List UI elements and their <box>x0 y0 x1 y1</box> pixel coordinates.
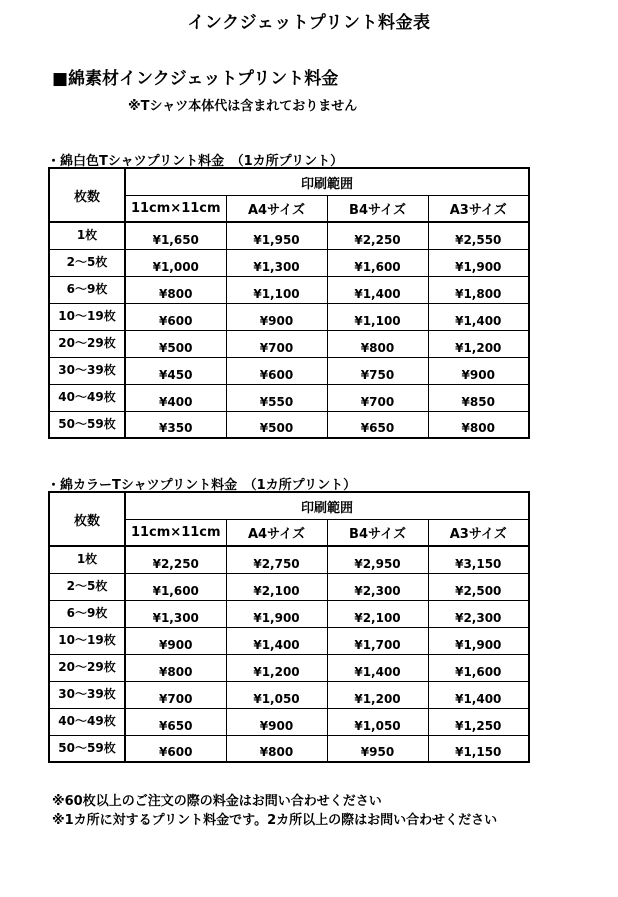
price-cell: ¥1,900 <box>226 600 327 627</box>
price-cell: ¥1,200 <box>226 654 327 681</box>
price-cell: ¥950 <box>327 735 428 762</box>
table-row <box>49 600 529 627</box>
table-row <box>49 411 529 438</box>
table-row <box>49 330 529 357</box>
price-cell: ¥2,250 <box>327 222 428 249</box>
table-row <box>49 546 529 573</box>
size-header-11cm: 11cm×11cm <box>125 196 226 223</box>
qty-cell: 40～49枚 <box>49 384 125 411</box>
qty-cell: 1枚 <box>49 546 125 573</box>
price-cell: ¥2,100 <box>226 573 327 600</box>
price-cell: ¥1,300 <box>226 249 327 276</box>
price-cell: ¥450 <box>125 357 226 384</box>
price-cell: ¥400 <box>125 384 226 411</box>
table-row <box>49 708 529 735</box>
qty-cell: 6～9枚 <box>49 276 125 303</box>
size-header-a3: A3サイズ <box>428 196 529 223</box>
price-cell: ¥2,100 <box>327 600 428 627</box>
footnote-per-location: ※1カ所に対するプリント料金です。2カ所以上の際はお問い合わせください <box>52 813 498 828</box>
table-row <box>49 627 529 654</box>
price-cell: ¥900 <box>428 357 529 384</box>
color-tshirt-price-table <box>48 491 530 763</box>
price-cell: ¥600 <box>125 735 226 762</box>
table-row <box>49 735 529 762</box>
white-tshirt-price-table <box>48 167 530 439</box>
qty-cell: 40～49枚 <box>49 708 125 735</box>
price-cell: ¥700 <box>327 384 428 411</box>
price-cell: ¥2,500 <box>428 573 529 600</box>
print-range-header: 印刷範囲 <box>125 492 529 520</box>
price-cell: ¥1,800 <box>428 276 529 303</box>
table-row <box>49 384 529 411</box>
qty-column-header: 枚数 <box>49 168 125 222</box>
price-cell: ¥600 <box>125 303 226 330</box>
price-cell: ¥900 <box>226 708 327 735</box>
price-cell: ¥1,650 <box>125 222 226 249</box>
table-row <box>49 357 529 384</box>
price-cell: ¥1,150 <box>428 735 529 762</box>
price-cell: ¥1,400 <box>226 627 327 654</box>
price-cell: ¥800 <box>125 276 226 303</box>
price-cell: ¥650 <box>327 411 428 438</box>
price-cell: ¥2,550 <box>428 222 529 249</box>
qty-cell: 10～19枚 <box>49 627 125 654</box>
price-cell: ¥1,400 <box>327 654 428 681</box>
price-cell: ¥800 <box>327 330 428 357</box>
qty-cell: 30～39枚 <box>49 357 125 384</box>
table-row <box>49 303 529 330</box>
price-cell: ¥800 <box>125 654 226 681</box>
qty-cell: 6～9枚 <box>49 600 125 627</box>
price-cell: ¥700 <box>226 330 327 357</box>
price-cell: ¥1,200 <box>428 330 529 357</box>
price-cell: ¥1,600 <box>327 249 428 276</box>
price-cell: ¥1,400 <box>428 681 529 708</box>
qty-cell: 1枚 <box>49 222 125 249</box>
qty-cell: 30～39枚 <box>49 681 125 708</box>
size-header-b4: B4サイズ <box>327 196 428 223</box>
price-cell: ¥1,000 <box>125 249 226 276</box>
price-cell: ¥1,300 <box>125 600 226 627</box>
price-cell: ¥800 <box>226 735 327 762</box>
price-cell: ¥1,600 <box>428 654 529 681</box>
price-cell: ¥1,100 <box>226 276 327 303</box>
price-cell: ¥2,950 <box>327 546 428 573</box>
price-cell: ¥1,050 <box>327 708 428 735</box>
footnote-bulk-orders: ※60枚以上のご注文の際の料金はお問い合わせください <box>52 794 382 809</box>
page-title: インクジェットプリント料金表 <box>187 13 431 33</box>
table-row <box>49 222 529 249</box>
price-cell: ¥800 <box>428 411 529 438</box>
qty-cell: 20～29枚 <box>49 330 125 357</box>
qty-column-header: 枚数 <box>49 492 125 546</box>
price-cell: ¥1,400 <box>428 303 529 330</box>
qty-cell: 20～29枚 <box>49 654 125 681</box>
price-cell: ¥1,900 <box>428 627 529 654</box>
table-row <box>49 681 529 708</box>
qty-cell: 10～19枚 <box>49 303 125 330</box>
price-cell: ¥1,400 <box>327 276 428 303</box>
size-header-b4: B4サイズ <box>327 520 428 547</box>
size-header-a4: A4サイズ <box>226 196 327 223</box>
section-heading: ■綿素材インクジェットプリント料金 <box>52 69 339 89</box>
price-cell: ¥1,950 <box>226 222 327 249</box>
print-range-header: 印刷範囲 <box>125 168 529 196</box>
qty-cell: 50～59枚 <box>49 411 125 438</box>
price-cell: ¥600 <box>226 357 327 384</box>
price-cell: ¥2,750 <box>226 546 327 573</box>
table-row <box>49 276 529 303</box>
price-cell: ¥500 <box>226 411 327 438</box>
qty-cell: 50～59枚 <box>49 735 125 762</box>
price-cell: ¥500 <box>125 330 226 357</box>
price-cell: ¥2,300 <box>327 573 428 600</box>
color-tshirt-table-caption: ・綿カラーTシャツプリント料金 （1カ所プリント） <box>47 478 357 493</box>
size-header-a4: A4サイズ <box>226 520 327 547</box>
price-cell: ¥900 <box>226 303 327 330</box>
price-cell: ¥550 <box>226 384 327 411</box>
price-cell: ¥700 <box>125 681 226 708</box>
price-cell: ¥900 <box>125 627 226 654</box>
price-cell: ¥1,200 <box>327 681 428 708</box>
price-cell: ¥1,900 <box>428 249 529 276</box>
price-cell: ¥350 <box>125 411 226 438</box>
price-cell: ¥1,100 <box>327 303 428 330</box>
price-cell: ¥2,250 <box>125 546 226 573</box>
price-cell: ¥3,150 <box>428 546 529 573</box>
qty-cell: 2～5枚 <box>49 249 125 276</box>
price-cell: ¥750 <box>327 357 428 384</box>
section-note: ※Tシャツ本体代は含まれておりません <box>128 99 358 114</box>
qty-cell: 2～5枚 <box>49 573 125 600</box>
price-cell: ¥650 <box>125 708 226 735</box>
table-row <box>49 249 529 276</box>
white-tshirt-table-caption: ・綿白色Tシャツプリント料金 （1カ所プリント） <box>47 154 344 169</box>
price-cell: ¥1,600 <box>125 573 226 600</box>
table-row <box>49 573 529 600</box>
price-cell: ¥1,700 <box>327 627 428 654</box>
price-cell: ¥2,300 <box>428 600 529 627</box>
price-cell: ¥1,250 <box>428 708 529 735</box>
size-header-a3: A3サイズ <box>428 520 529 547</box>
price-cell: ¥1,050 <box>226 681 327 708</box>
price-cell: ¥850 <box>428 384 529 411</box>
table-row <box>49 654 529 681</box>
size-header-11cm: 11cm×11cm <box>125 520 226 547</box>
